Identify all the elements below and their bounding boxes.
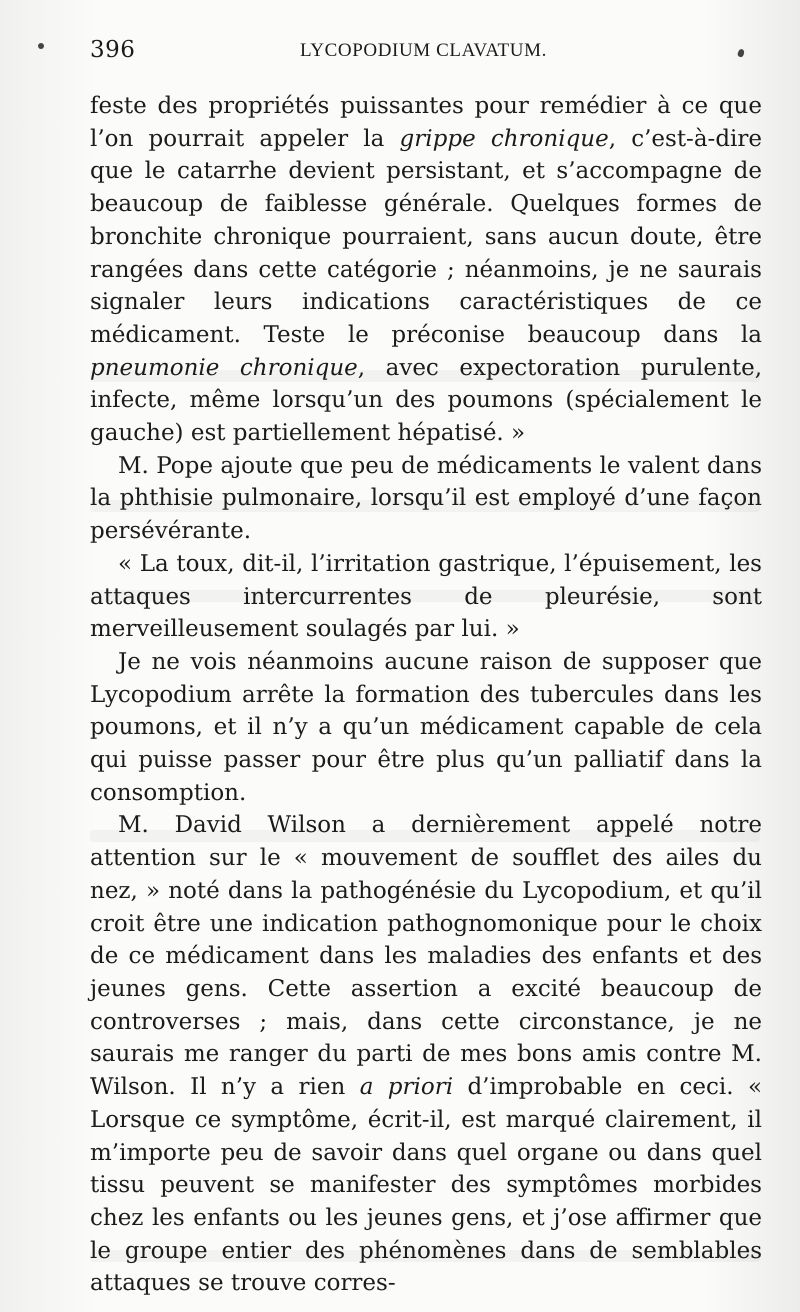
text-run: , c’est-à-dire que le catarrhe devient persistant, et s’accompagne de beaucoup de faiblesse générale. Quelques formes de bronchite chronique pourraient, sans aucun doute, être rangées dans cette catégorie ; néanmoins, je ne saurais signaler leurs indications caractéristiques de ce médicament. Teste le préconise beaucoup dans la xyxy=(90,125,763,348)
running-title: LYCOPODIUM CLAVATUM. xyxy=(300,40,547,61)
emphasis-text: a priori xyxy=(359,1074,454,1101)
paragraph: Je ne vois néanmoins aucune raison de supposer que Lycopodium arrête la formation des tubercules dans les poumons, et il n’y a qu’un médicament capable de cela qui puisse passer pour être plus qu’un palliatif dans la consomption. xyxy=(90,648,762,806)
paragraph: M. Pope ajoute que peu de médicaments le valent dans la phthisie pulmonaire, lorsqu’il est employé d’une façon persévérante. xyxy=(90,452,762,545)
page-header xyxy=(0,37,800,77)
emphasis-text: pneumonie chronique xyxy=(90,354,358,381)
text-run: , avec expectoration purulente, infecte, même lorsqu’un des poumons (spécialement le gauche) est partiellement hépatisé. » xyxy=(90,354,762,447)
bullet-mark xyxy=(38,43,44,49)
paragraph xyxy=(90,809,762,1300)
emphasis-text: grippe chronique xyxy=(399,125,609,152)
text-run: feste des propriétés puissantes pour remédier à ce que l’on pourrait appeler la xyxy=(90,93,762,152)
page-number: 396 xyxy=(90,37,136,63)
text-run: d’improbable en ceci. « Lorsque ce symptôme, écrit-il, est marqué clairement, il m’importe peu de savoir dans quel organe ou dans quel tissu peuvent se manifester des symptômes morbides chez les enfants ou les jeunes gens, et j’ose affirmer que le groupe entier des phénomènes dans de semblables attaques se trouve corres- xyxy=(90,1074,763,1297)
ink-smudge xyxy=(737,48,745,57)
paragraph-continuation xyxy=(90,90,762,450)
main-text xyxy=(90,90,762,1302)
paragraph: « La toux, dit-il, l’irritation gastrique, l’épuisement, les attaques intercurrentes de pleurésie, sont merveilleusement soulagés par lui. » xyxy=(90,550,762,643)
text-run: M. David Wilson a dernièrement appelé notre attention sur le « mouvement de soufflet des ailes du nez, » noté dans la pathogénésie du Lycopodium, et qu’il croit être une indication pathognomonique pour le choix de ce médicament dans les maladies des enfants et des jeunes gens. Cette assertion a excité beaucoup de controverses ; mais, dans cette circonstance, je ne saurais me ranger du parti de mes bons amis contre M. Wilson. Il n’y a rien xyxy=(90,812,762,1101)
